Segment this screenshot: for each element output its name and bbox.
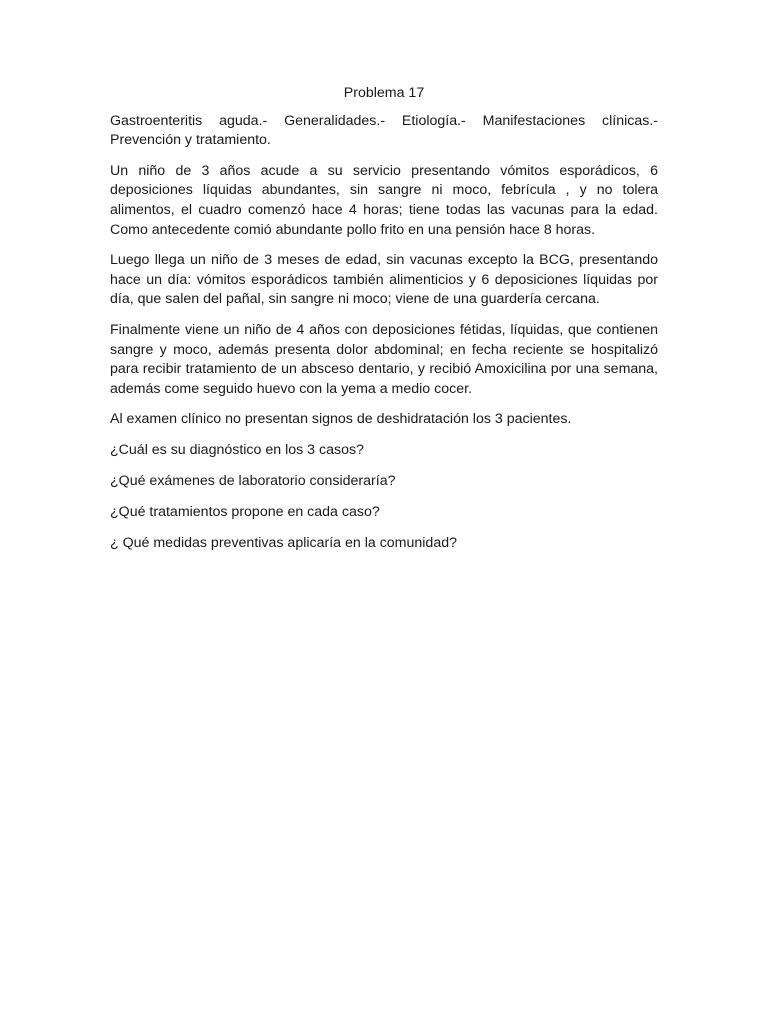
question-lab-exams: ¿Qué exámenes de laboratorio consideraría? <box>110 473 396 489</box>
topic-paragraph: Gastroenteritis aguda.- Generalidades.- Etiología.- Manifestaciones clínicas.- Prevención y tratamiento. <box>110 112 658 149</box>
clinical-exam-paragraph: Al examen clínico no presentan signos de deshidratación los 3 pacientes. <box>110 411 572 428</box>
case-2-paragraph: Luego llega un niño de 3 meses de edad, sin vacunas excepto la BCG, presentando hace un día: vómitos esporádicos también alimenticios y 6 deposiciones líquidas por día, que salen del pañal, sin sangre ni moco; viene de una guardería cercana. <box>110 252 658 308</box>
case-1-paragraph: Un niño de 3 años acude a su servicio presentando vómitos esporádicos, 6 deposiciones líquidas abundantes, sin sangre ni moco, febrícula , y no tolera alimentos, el cuadro comenzó hace 4 horas; tiene todas las vacunas para la edad. Como antecedente comió abundante pollo frito en una pensión hace 8 horas. <box>110 162 658 238</box>
question-prevention: ¿ Qué medidas preventivas aplicaría en la comunidad? <box>110 535 457 552</box>
document-title: Problema 17 <box>343 85 425 101</box>
document-body <box>110 84 658 565</box>
question-treatments: ¿Qué tratamientos propone en cada caso? <box>110 504 380 521</box>
question-diagnosis: ¿Cuál es su diagnóstico en los 3 casos? <box>110 441 364 458</box>
case-3-paragraph: Finalmente viene un niño de 4 años con deposiciones fétidas, líquidas, que contienen sangre y moco, además presenta dolor abdominal; en fecha reciente se hospitalizó para recibir tratamiento de un absceso dentario, y recibió Amoxicilina por una semana, además come seguido huevo con la yema a medio cocer. <box>110 321 658 397</box>
